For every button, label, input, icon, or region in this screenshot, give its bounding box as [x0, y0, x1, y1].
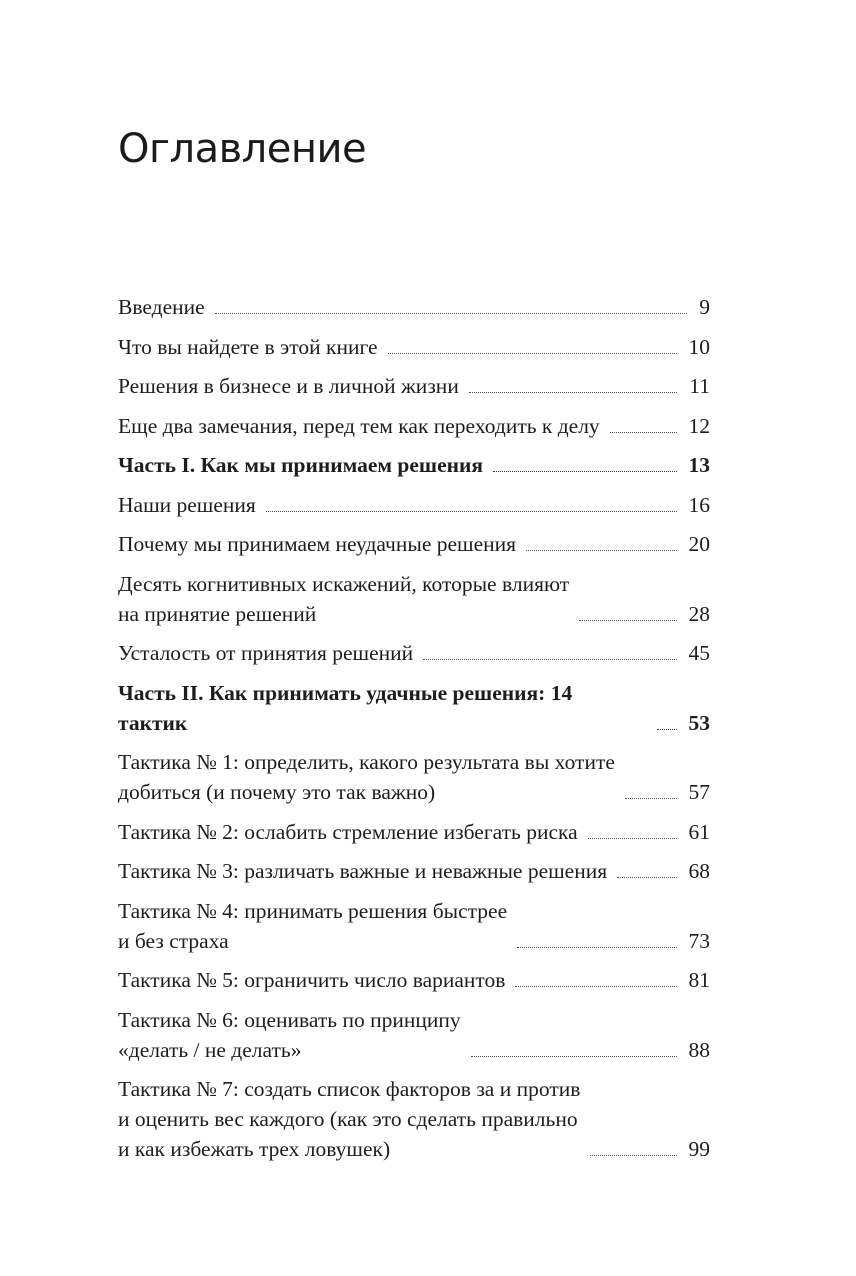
toc-entry-title: [118, 678, 647, 738]
dot-leader: [657, 729, 677, 730]
toc-entry: [118, 332, 710, 362]
toc-entry-title: [118, 292, 205, 322]
dot-leader: [215, 313, 688, 314]
toc-entry: [118, 292, 710, 322]
toc-entry: [118, 529, 710, 559]
toc-entry: [118, 411, 710, 441]
toc-entry-title: [118, 638, 413, 668]
toc-entry-title: [118, 569, 569, 629]
dot-leader: [579, 620, 676, 621]
toc-entry-title: [118, 1074, 580, 1164]
toc-entry-title: [118, 817, 578, 847]
toc-entry: [118, 638, 710, 668]
toc-page-number: 12: [688, 413, 710, 438]
toc-entry-title-line: на принятие решений: [118, 601, 317, 626]
toc-entry-title-line: и как избежать трех ловушек): [118, 1137, 391, 1161]
dot-leader: [423, 659, 676, 660]
toc-entry-title-line: Что вы найдете в этой книге: [118, 334, 378, 359]
toc-entry-title-line: и оценить вес каждого (как это сделать правильно: [118, 1107, 578, 1131]
toc-entry-title: [118, 450, 483, 480]
toc-entry: [118, 490, 710, 520]
toc-page-number: 13: [688, 453, 710, 477]
toc-entry: [118, 965, 710, 995]
dot-leader: [517, 947, 676, 948]
toc-entry: [118, 1074, 710, 1164]
toc-entry-title-line: и без страха: [118, 928, 229, 953]
toc-entry: [118, 856, 710, 886]
toc-page-number: 88: [688, 1037, 710, 1062]
toc-page-number: 57: [688, 780, 710, 804]
toc-entry: [118, 817, 710, 847]
toc-entry-title-line: Тактика № 7: создать список факторов за и против: [118, 1077, 581, 1101]
dot-leader: [617, 877, 676, 878]
toc-entry-title-line: Тактика № 5: ограничить число вариантов: [118, 968, 506, 992]
toc-page-number: 20: [688, 532, 710, 556]
toc-entry-title-line: Тактика № 2: ослабить стремление избегать риска: [118, 819, 578, 844]
toc-entry-title: [118, 529, 516, 559]
toc-entry-title-line: Тактика № 3: различать важные и неважные решения: [118, 859, 608, 883]
dot-leader: [515, 986, 676, 987]
toc-entry-title: [118, 1005, 461, 1065]
dot-leader: [266, 511, 677, 512]
toc-entry-title: [118, 371, 459, 401]
toc-entry-title-line: Введение: [118, 295, 205, 319]
table-of-contents: [118, 292, 710, 1174]
toc-entry-title-line: Десять когнитивных искажений, которые влияют: [118, 571, 570, 596]
dot-leader: [469, 392, 677, 393]
toc-entry-title-line: Усталость от принятия решений: [118, 641, 414, 665]
toc-entry-title-line: «делать / не делать»: [118, 1037, 302, 1062]
dot-leader: [471, 1056, 677, 1057]
toc-page-number: 45: [688, 641, 710, 665]
toc-entry-title: [118, 856, 607, 886]
dot-leader: [590, 1155, 676, 1156]
toc-entry: [118, 371, 710, 401]
toc-entry-title: [118, 411, 600, 441]
toc-entry: [118, 1005, 710, 1065]
dot-leader: [388, 353, 677, 354]
toc-entry-title-line: Решения в бизнесе и в личной жизни: [118, 374, 459, 398]
dot-leader: [493, 471, 676, 472]
toc-part-heading: [118, 450, 710, 480]
toc-page-number: 99: [688, 1137, 710, 1161]
toc-entry-title: [118, 332, 378, 362]
toc-entry: [118, 896, 710, 956]
dot-leader: [588, 838, 677, 839]
toc-page-number: 73: [688, 928, 710, 953]
toc-entry-title: [118, 490, 256, 520]
toc-part-heading: [118, 678, 710, 738]
dot-leader: [625, 798, 677, 799]
toc-entry-title-line: Часть II. Как принимать удачные решения: 14 тактик: [118, 680, 573, 735]
toc-entry-title-line: Тактика № 6: оценивать по принципу: [118, 1007, 461, 1032]
toc-entry-title-line: Почему мы принимаем неудачные решения: [118, 532, 517, 556]
dot-leader: [526, 550, 676, 551]
toc-entry-title: [118, 965, 505, 995]
dot-leader: [610, 432, 677, 433]
toc-entry-title-line: добиться (и почему это так важно): [118, 780, 436, 804]
page-title: Оглавление: [118, 126, 367, 172]
toc-page-number: 53: [688, 710, 710, 735]
toc-entry-title-line: Тактика № 4: принимать решения быстрее: [118, 898, 508, 923]
toc-page-number: 61: [688, 819, 710, 844]
toc-page-number: 9: [699, 295, 710, 319]
toc-page-number: 11: [689, 374, 710, 398]
toc-entry-title: [118, 747, 615, 807]
toc-entry-title-line: Наши решения: [118, 492, 256, 517]
toc-entry-title-line: Часть I. Как мы принимаем решения: [118, 453, 484, 477]
toc-entry: [118, 747, 710, 807]
toc-entry: [118, 569, 710, 629]
toc-page-number: 16: [688, 492, 710, 517]
toc-entry-title-line: Тактика № 1: определить, какого результата вы хотите: [118, 750, 615, 774]
toc-page-number: 68: [688, 859, 710, 883]
toc-entry-title-line: Еще два замечания, перед тем как переходить к делу: [118, 413, 600, 438]
toc-page-number: 81: [688, 968, 710, 992]
toc-entry-title: [118, 896, 507, 956]
toc-page-number: 28: [688, 601, 710, 626]
toc-page-number: 10: [688, 334, 710, 359]
